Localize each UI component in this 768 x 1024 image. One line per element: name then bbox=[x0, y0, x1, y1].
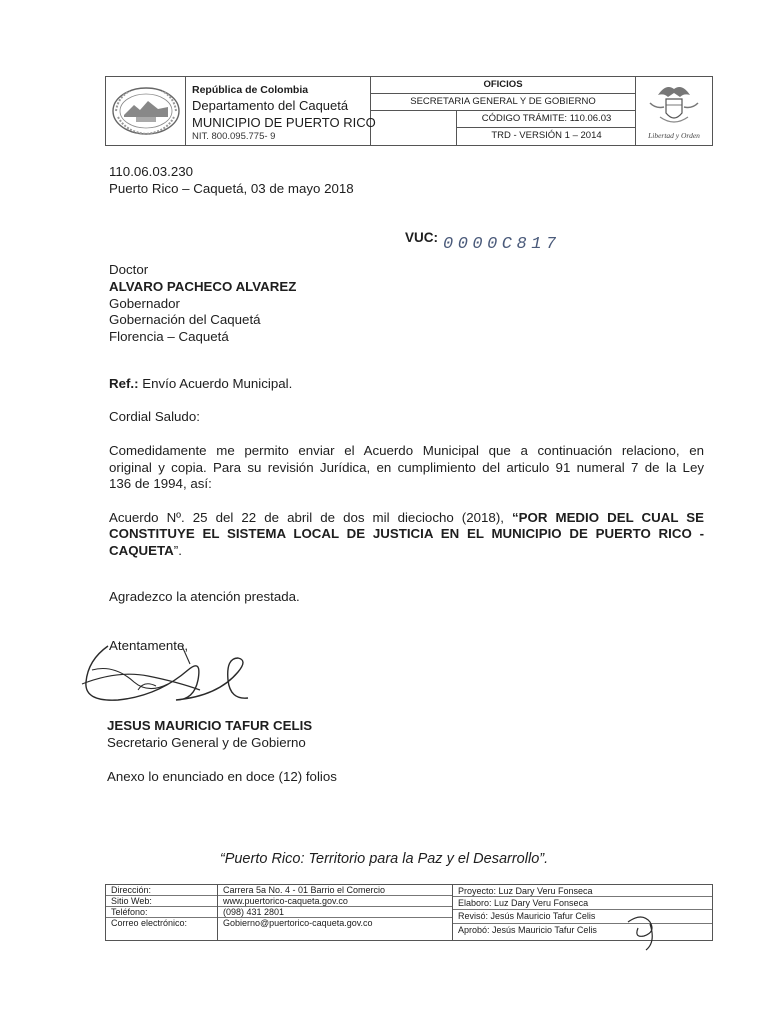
recipient-city: Florencia – Caquetá bbox=[109, 329, 229, 344]
municipality-identity-cell bbox=[186, 77, 376, 145]
projected-by: Proyecto: Luz Dary Veru Fonseca bbox=[453, 885, 712, 897]
vuc-stamp-number: 0000C817 bbox=[443, 235, 561, 254]
republic-label: República de Colombia bbox=[192, 84, 309, 96]
contact-labels-column bbox=[106, 885, 218, 940]
annex-note: Anexo lo enunciado en doce (12) folios bbox=[107, 769, 337, 784]
agreement-title-start: “POR MEDIO DEL CUAL SE bbox=[511, 510, 704, 525]
office-label: SECRETARIA GENERAL Y DE GOBIERNO bbox=[371, 94, 635, 111]
version-label: TRD - VERSIÓN 1 – 2014 bbox=[456, 128, 636, 145]
signer-role: Secretario General y de Gobierno bbox=[107, 735, 306, 750]
address-value: Carrera 5a No. 4 - 01 Barrio el Comercio bbox=[218, 885, 452, 896]
website-label: Sitio Web: bbox=[106, 896, 217, 907]
thanks-line: Agradezco la atención prestada. bbox=[109, 589, 300, 604]
approved-by: Aprobó: Jesús Mauricio Tafur Celis bbox=[458, 925, 597, 935]
municipal-seal-icon bbox=[106, 77, 186, 145]
handwritten-signature bbox=[78, 640, 278, 720]
recipient-role: Gobernador bbox=[109, 296, 180, 311]
agreement-title-close: ”. bbox=[173, 543, 182, 558]
national-coat-of-arms-icon bbox=[636, 77, 712, 133]
department-label: Departamento del Caquetá bbox=[192, 98, 349, 113]
reference-text: Envío Acuerdo Municipal. bbox=[138, 376, 293, 391]
address-label: Dirección: bbox=[106, 885, 217, 896]
vuc-label: VUC: bbox=[405, 230, 438, 245]
contact-values-column bbox=[218, 885, 453, 940]
email-label: Correo electrónico: bbox=[111, 918, 188, 928]
paragraph-2-line-3 bbox=[109, 542, 182, 559]
institutional-slogan: “Puerto Rico: Territorio para la Paz y el Desarrollo”. bbox=[219, 851, 549, 867]
initials-signature bbox=[620, 912, 670, 954]
reviewed-by: Revisó: Jesús Mauricio Tafur Celis bbox=[453, 910, 712, 924]
paragraph-1-line-1: Comedidamente me permito enviar el Acuerdo Municipal que a continuación relaciono, en bbox=[109, 443, 704, 458]
recipient-office: Gobernación del Caquetá bbox=[109, 312, 261, 327]
agreement-intro: Acuerdo Nº. 25 del 22 de abril de dos mil dieciocho (2018), bbox=[109, 510, 512, 525]
document-credits-column bbox=[453, 885, 712, 940]
email-value: Gobierno@puertorico-caqueta.gov.co bbox=[223, 918, 373, 928]
paragraph-2-line-2: CONSTITUYE EL SISTEMA LOCAL DE JUSTICIA EN EL MUNICIPIO DE PUERTO RICO - bbox=[109, 526, 704, 541]
procedure-code-label: CÓDIGO TRÁMITE: 110.06.03 bbox=[456, 111, 636, 128]
municipality-label: MUNICIPIO DE PUERTO RICO bbox=[192, 115, 376, 130]
document-classification-cell bbox=[371, 77, 636, 145]
reference-number: 110.06.03.230 bbox=[109, 164, 194, 179]
reference-line bbox=[109, 375, 292, 392]
national-emblem-cell bbox=[636, 77, 712, 145]
nit-label: NIT. 800.095.775- 9 bbox=[192, 131, 276, 142]
paragraph-2-line-1 bbox=[109, 509, 704, 526]
document-header bbox=[105, 76, 713, 146]
closing-line: Atentamente, bbox=[109, 638, 189, 653]
elaborated-by: Elaboro: Luz Dary Veru Fonseca bbox=[453, 897, 712, 910]
reference-label: Ref.: bbox=[109, 376, 139, 391]
municipal-seal-cell bbox=[106, 77, 186, 145]
phone-label: Teléfono: bbox=[106, 907, 217, 918]
signer-name: JESUS MAURICIO TAFUR CELIS bbox=[107, 718, 313, 733]
doc-type-label: OFICIOS bbox=[371, 77, 635, 94]
paragraph-1-line-2: original y copia. Para su revisión Jurídica, en cumplimiento del articulo 91 numeral 7 de la Ley bbox=[109, 460, 704, 475]
emblem-motto: Libertad y Orden bbox=[648, 131, 700, 140]
phone-value: (098) 431 2801 bbox=[218, 907, 452, 918]
paragraph-1-line-3: 136 de 1994, así: bbox=[109, 476, 212, 491]
recipient-name: ALVARO PACHECO ALVAREZ bbox=[109, 279, 297, 294]
agreement-title-end: CAQUETA bbox=[109, 543, 174, 558]
place-and-date: Puerto Rico – Caquetá, 03 de mayo 2018 bbox=[109, 181, 354, 196]
website-value: www.puertorico-caqueta.gov.co bbox=[218, 896, 452, 907]
greeting: Cordial Saludo: bbox=[109, 409, 200, 424]
recipient-title: Doctor bbox=[109, 262, 149, 277]
